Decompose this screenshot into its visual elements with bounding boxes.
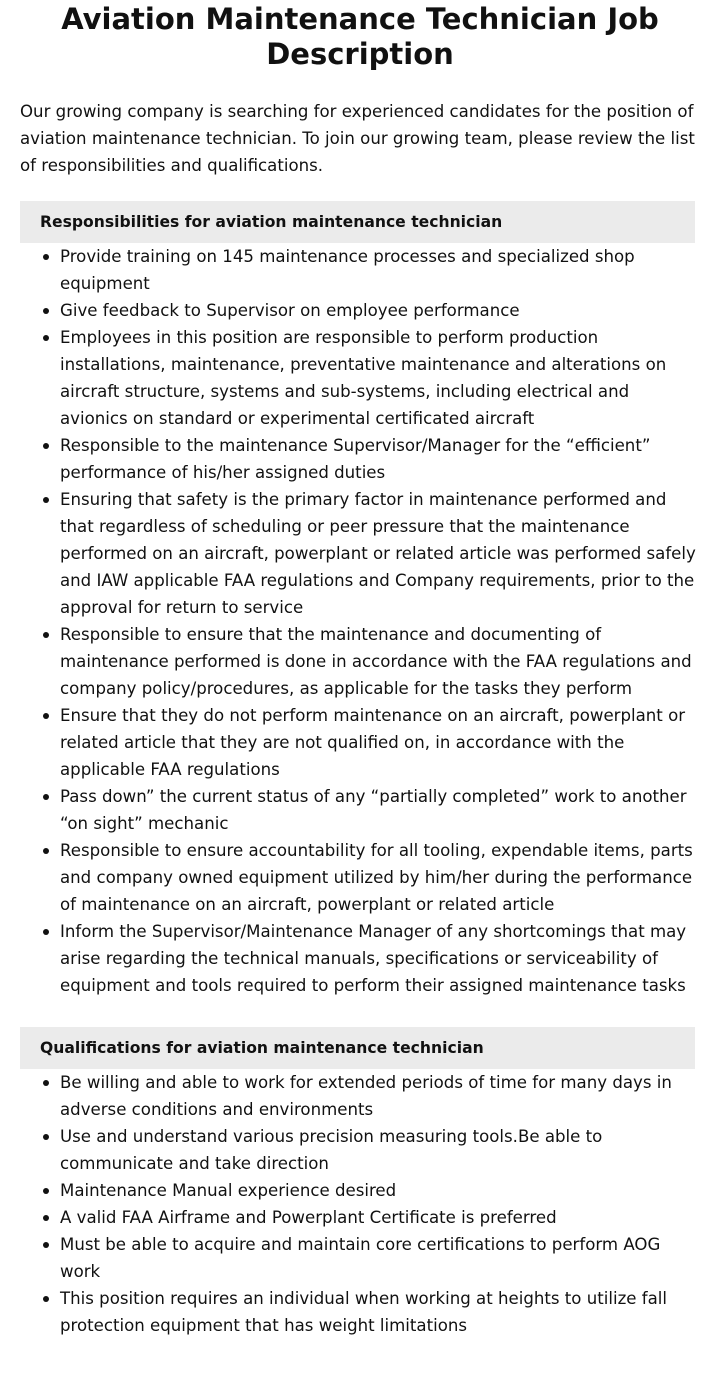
list-item — [60, 324, 700, 432]
bullet-icon — [43, 335, 49, 341]
list-item — [60, 1123, 700, 1177]
list-item-text: Responsible to ensure accountability for all tooling, expendable items, parts and company owned equipment utilized by him/her during the performance of maintenance on an aircraft, powerplant or related article — [60, 841, 693, 914]
list-item — [60, 1231, 700, 1285]
list-item-text: Responsible to ensure that the maintenance and documenting of maintenance performed is done in accordance with the FAA regulations and company policy/procedures, as applicable for the tasks they perform — [60, 625, 692, 698]
list-item — [60, 432, 700, 486]
bullet-icon — [43, 497, 49, 503]
list-item-text: Pass down” the current status of any “partially completed” work to another “on sight” mechanic — [60, 787, 687, 833]
qualifications-heading: Qualifications for aviation maintenance technician — [20, 1027, 695, 1069]
qualifications-list — [0, 1069, 720, 1339]
list-item — [60, 783, 700, 837]
responsibilities-heading: Responsibilities for aviation maintenance technician — [20, 201, 695, 243]
list-item-text: Use and understand various precision measuring tools.Be able to communicate and take direction — [60, 1127, 603, 1173]
list-item — [60, 837, 700, 918]
list-item-text: Provide training on 145 maintenance processes and specialized shop equipment — [60, 247, 635, 293]
bullet-icon — [43, 254, 49, 260]
page-title: Aviation Maintenance Technician Job Description — [61, 2, 659, 71]
bullet-icon — [43, 632, 49, 638]
list-item-text: Ensuring that safety is the primary factor in maintenance performed and that regardless of scheduling or peer pressure that the maintenance performed on an aircraft, powerplant or related article was performed safely and IAW applicable FAA regulations and Company requirements, prior to the approval for return to service — [60, 490, 696, 617]
list-item-text: Must be able to acquire and maintain core certifications to perform AOG work — [60, 1235, 661, 1281]
list-item — [60, 621, 700, 702]
intro-paragraph: Our growing company is searching for experienced candidates for the position of aviation maintenance technician. To join our growing team, please review the list of responsibilities and qualifications. — [20, 102, 695, 175]
list-item-text: Inform the Supervisor/Maintenance Manager of any shortcomings that may arise regarding the technical manuals, specifications or serviceability of equipment and tools required to perform their assigned maintenance tasks — [60, 922, 687, 995]
responsibilities-list — [0, 243, 720, 999]
bullet-icon — [43, 1296, 49, 1302]
list-item — [60, 486, 700, 621]
bullet-icon — [43, 1188, 49, 1194]
bullet-icon — [43, 848, 49, 854]
bullet-icon — [43, 1242, 49, 1248]
bullet-icon — [43, 1134, 49, 1140]
list-item-text: Employees in this position are responsible to perform production installations, maintenance, preventative maintenance and alterations on aircraft structure, systems and sub-systems, including electrical and avionics on standard or experimental certificated aircraft — [60, 328, 667, 428]
bullet-icon — [43, 308, 49, 314]
list-item — [60, 243, 700, 297]
list-item-text: Give feedback to Supervisor on employee performance — [60, 301, 520, 320]
list-item-text: Responsible to the maintenance Supervisor/Manager for the “efficient” performance of his/her assigned duties — [60, 436, 651, 482]
list-item — [60, 1069, 700, 1123]
list-item — [60, 918, 700, 999]
bullet-icon — [43, 794, 49, 800]
list-item — [60, 1285, 700, 1339]
bullet-icon — [43, 1215, 49, 1221]
bullet-icon — [43, 713, 49, 719]
bullet-icon — [43, 929, 49, 935]
bullet-icon — [43, 443, 49, 449]
list-item-text: Be willing and able to work for extended periods of time for many days in adverse conditions and environments — [60, 1073, 672, 1119]
list-item-text: Ensure that they do not perform maintenance on an aircraft, powerplant or related article that they are not qualified on, in accordance with the applicable FAA regulations — [60, 706, 686, 779]
list-item-text: This position requires an individual when working at heights to utilize fall protection equipment that has weight limitations — [60, 1289, 668, 1335]
list-item — [60, 1177, 700, 1204]
list-item-text: Maintenance Manual experience desired — [60, 1181, 397, 1200]
list-item — [60, 702, 700, 783]
list-item — [60, 297, 700, 324]
list-item-text: A valid FAA Airframe and Powerplant Certificate is preferred — [60, 1208, 557, 1227]
bullet-icon — [43, 1080, 49, 1086]
list-item — [60, 1204, 700, 1231]
